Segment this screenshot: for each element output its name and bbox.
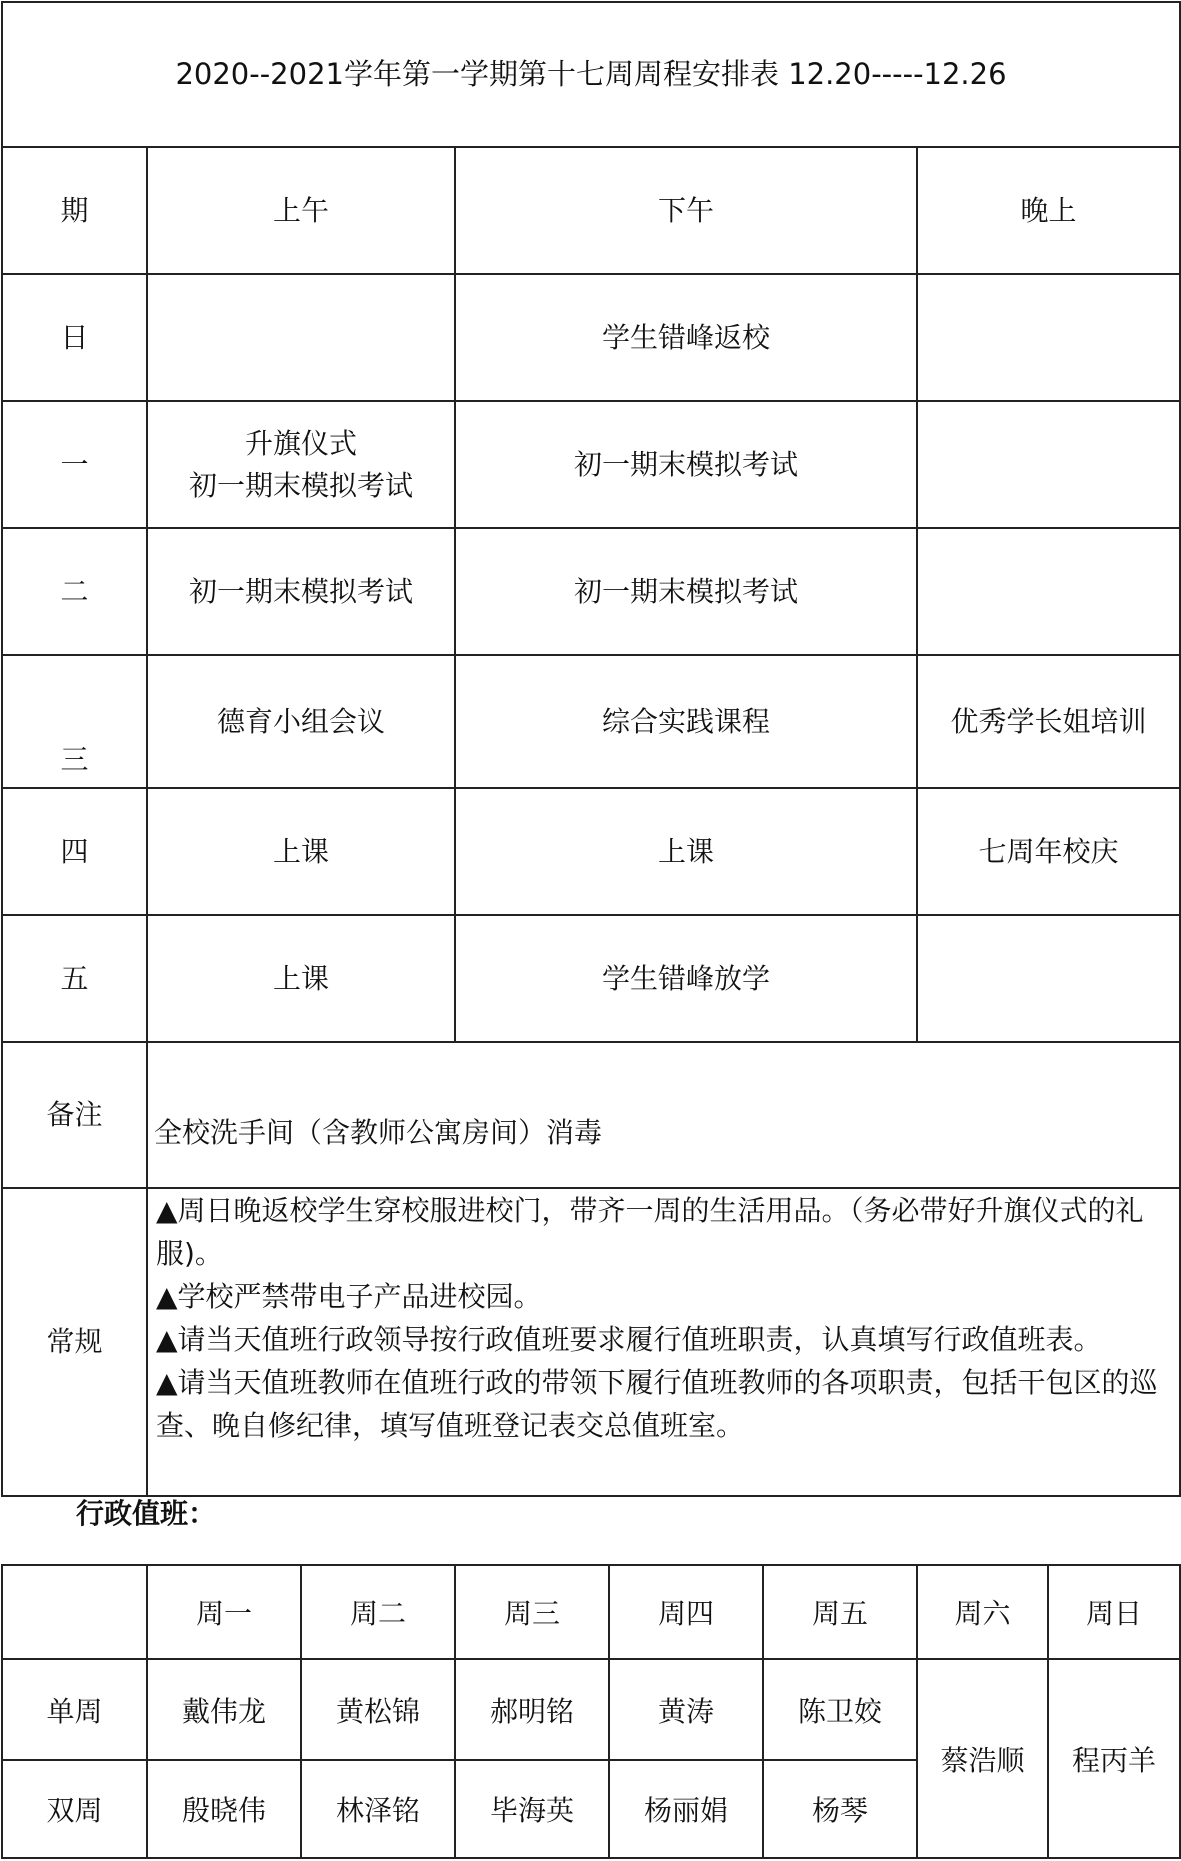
routine-item: ▲学校严禁带电子产品进校园。 — [156, 1280, 542, 1313]
duty-day-header: 周四 — [609, 1565, 763, 1659]
routine-row — [2, 1188, 1180, 1496]
header-row — [2, 147, 1180, 274]
duty-header-row — [2, 1565, 1180, 1659]
table-row — [2, 401, 1180, 528]
duty-name-cell: 殷晓伟 — [147, 1760, 301, 1858]
schedule-title: 2020--2021学年第一学期第十七周周程安排表 12.20-----12.26 — [2, 2, 1180, 147]
table-row — [2, 528, 1180, 655]
duty-name-cell: 黄涛 — [609, 1659, 763, 1760]
routine-item: ▲请当天值班教师在值班行政的带领下履行值班教师的各项职责，包括干包区的巡查、晚自修纪律，填写值班登记表交总值班室。 — [156, 1366, 1158, 1442]
morning-cell: 初一期末模拟考试 — [147, 528, 455, 655]
routine-text — [147, 1188, 1180, 1496]
notes-row — [2, 1042, 1180, 1188]
afternoon-cell: 学生错峰放学 — [455, 915, 917, 1042]
duty-day-header: 周五 — [763, 1565, 917, 1659]
evening-cell — [917, 915, 1180, 1042]
duty-name-cell: 郝明铭 — [455, 1659, 609, 1760]
routine-item: ▲请当天值班行政领导按行政值班要求履行值班职责，认真填写行政值班表。 — [156, 1323, 1102, 1356]
duty-name-cell: 黄松锦 — [301, 1659, 455, 1760]
duty-roster-table — [1, 1564, 1181, 1859]
day-cell: 五 — [2, 915, 147, 1042]
notes-text: 全校洗手间（含教师公寓房间）消毒 — [147, 1042, 1180, 1188]
duty-name-cell: 杨丽娟 — [609, 1760, 763, 1858]
afternoon-cell: 初一期末模拟考试 — [455, 401, 917, 528]
table-row — [2, 915, 1180, 1042]
saturday-duty-cell: 蔡浩顺 — [917, 1659, 1048, 1858]
duty-name-cell: 陈卫姣 — [763, 1659, 917, 1760]
duty-section-title: 行政值班： — [76, 1497, 217, 1530]
evening-cell — [917, 528, 1180, 655]
day-cell: 四 — [2, 788, 147, 915]
routine-label: 常规 — [2, 1188, 147, 1496]
routine-item: ▲周日晚返校学生穿校服进校门，带齐一周的生活用品。（务必带好升旗仪式的礼服)。 — [156, 1194, 1144, 1270]
afternoon-cell: 初一期末模拟考试 — [455, 528, 917, 655]
evening-cell — [917, 401, 1180, 528]
evening-cell: 七周年校庆 — [917, 788, 1180, 915]
evening-cell: 优秀学长姐培训 — [917, 655, 1180, 788]
header-evening: 晚上 — [917, 147, 1180, 274]
duty-name-cell: 戴伟龙 — [147, 1659, 301, 1760]
afternoon-cell: 上课 — [455, 788, 917, 915]
single-week-row — [2, 1659, 1180, 1760]
duty-day-header: 周一 — [147, 1565, 301, 1659]
table-row — [2, 788, 1180, 915]
duty-day-header: 周日 — [1048, 1565, 1180, 1659]
morning-line: 初一期末模拟考试 — [188, 468, 413, 502]
day-cell: 二 — [2, 528, 147, 655]
header-afternoon: 下午 — [455, 147, 917, 274]
sunday-duty-cell: 程丙羊 — [1048, 1659, 1180, 1858]
day-cell: 三 — [2, 655, 147, 788]
duty-corner-cell — [2, 1565, 147, 1659]
morning-cell: 德育小组会议 — [147, 655, 455, 788]
morning-cell: 上课 — [147, 915, 455, 1042]
evening-cell — [917, 274, 1180, 401]
table-row — [2, 274, 1180, 401]
day-cell: 一 — [2, 401, 147, 528]
duty-day-header: 周三 — [455, 1565, 609, 1659]
double-week-label: 双周 — [2, 1760, 147, 1858]
duty-name-cell: 毕海英 — [455, 1760, 609, 1858]
notes-label: 备注 — [2, 1042, 147, 1188]
duty-name-cell: 林泽铭 — [301, 1760, 455, 1858]
header-day: 期 — [2, 147, 147, 274]
afternoon-cell: 学生错峰返校 — [455, 274, 917, 401]
header-morning: 上午 — [147, 147, 455, 274]
morning-line: 升旗仪式 — [244, 426, 357, 460]
morning-cell: 上课 — [147, 788, 455, 915]
duty-name-cell: 杨琴 — [763, 1760, 917, 1858]
duty-day-header: 周二 — [301, 1565, 455, 1659]
weekly-schedule-table — [1, 1, 1181, 1497]
single-week-label: 单周 — [2, 1659, 147, 1760]
day-cell: 日 — [2, 274, 147, 401]
afternoon-cell: 综合实践课程 — [455, 655, 917, 788]
morning-cell — [147, 274, 455, 401]
morning-cell — [147, 401, 455, 528]
table-row — [2, 655, 1180, 788]
duty-day-header: 周六 — [917, 1565, 1048, 1659]
